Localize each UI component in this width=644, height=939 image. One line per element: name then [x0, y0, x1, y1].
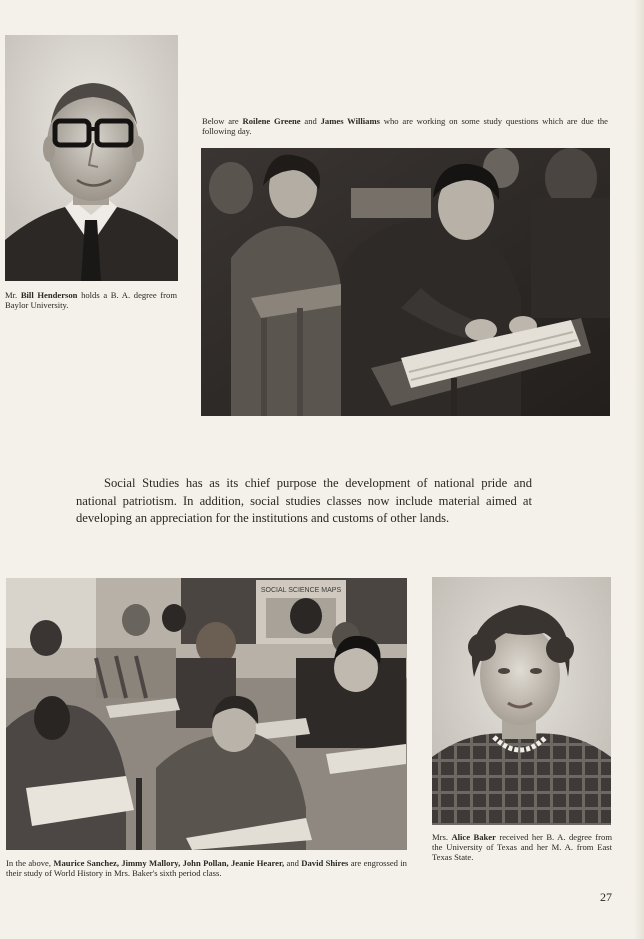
history-caption-after: are engrossed in their study of World History in Mrs. Baker's sixth period class.	[6, 858, 407, 879]
baker-caption	[432, 832, 612, 863]
history-caption-names: Maurice Sanchez, Jimmy Mallory, John Pollan, Jeanie Hearer,	[53, 858, 285, 868]
body-paragraph: Social Studies has as its chief purpose the development of national pride and national patriotism. In addition, social studies classes now include material aimed at developing an appreciation for the institutions and customs of other lands.	[76, 476, 532, 526]
baker-caption-name: Alice Baker	[451, 832, 496, 842]
henderson-caption-name: Bill Henderson	[20, 290, 78, 300]
baker-portrait	[432, 577, 611, 825]
baker-caption-before: Mrs.	[432, 832, 452, 842]
study-caption-before: Below are	[202, 116, 243, 126]
history-caption-last-name: David Shires	[301, 858, 349, 868]
henderson-caption	[5, 290, 177, 310]
baker-caption-after: received her B. A. degree from the University of Texas and her M. A. from East Texas State.	[432, 832, 612, 863]
page-number: 27	[600, 890, 612, 904]
history-caption-before: In the above,	[6, 858, 54, 868]
study-caption-mid: and	[300, 116, 321, 126]
history-caption	[6, 858, 407, 878]
study-caption-name-2: James Williams	[320, 116, 380, 126]
study-caption	[202, 116, 608, 136]
henderson-caption-before: Mr.	[5, 290, 21, 300]
history-caption-mid: and	[284, 858, 302, 868]
page-edge	[634, 0, 644, 939]
study-caption-after: who are working on some study questions which are due the following day.	[202, 116, 608, 137]
study-caption-name-1: Roilene Greene	[242, 116, 301, 126]
classroom-poster-text: SOCIAL SCIENCE MAPS	[260, 587, 342, 594]
history-classroom-photo	[6, 578, 407, 850]
henderson-caption-after: holds a B. A. degree from Baylor University.	[5, 290, 178, 311]
study-photo	[201, 148, 610, 416]
henderson-portrait	[5, 35, 178, 281]
